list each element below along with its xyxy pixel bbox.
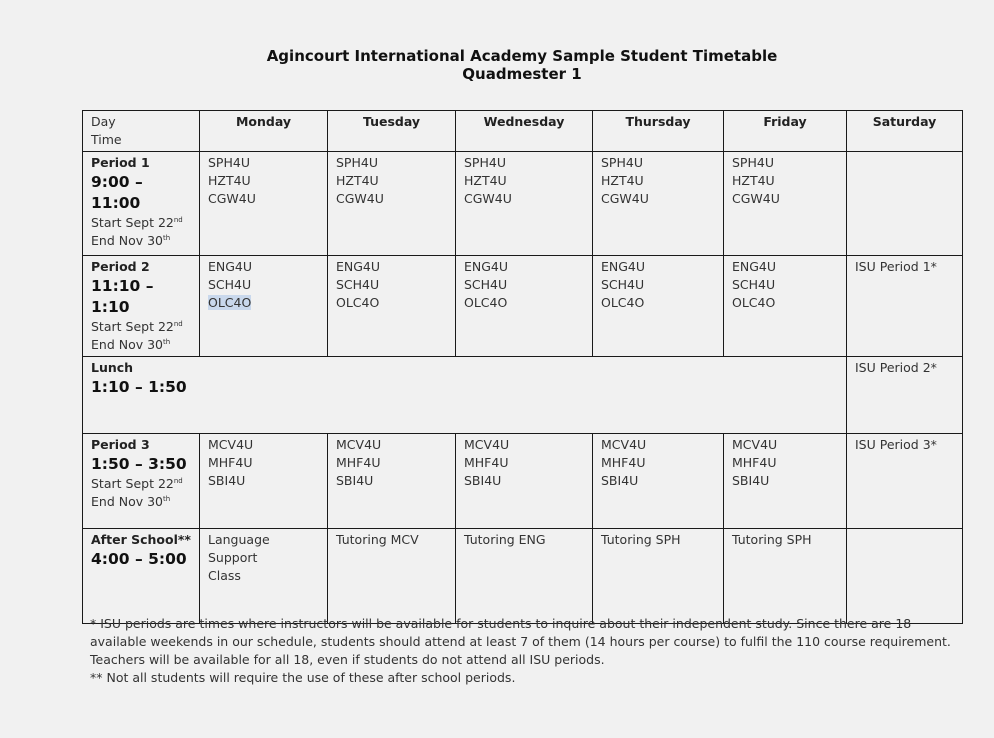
cell-saturday bbox=[847, 529, 963, 624]
course: MCV4U bbox=[208, 437, 254, 452]
title-line-2: Quadmester 1 bbox=[462, 65, 582, 83]
course: SPH4U bbox=[208, 155, 250, 170]
lunch-cell bbox=[83, 357, 847, 434]
course: SBI4U bbox=[464, 473, 502, 488]
row-period-3 bbox=[83, 434, 963, 529]
course: CGW4U bbox=[208, 191, 256, 206]
course: MCV4U bbox=[336, 437, 382, 452]
day-header-saturday: Saturday bbox=[847, 111, 963, 152]
cell-tuesday bbox=[328, 152, 456, 256]
period-label: After School** bbox=[91, 532, 191, 547]
course: SCH4U bbox=[464, 277, 508, 292]
day-header-tuesday: Tuesday bbox=[328, 111, 456, 152]
course: CGW4U bbox=[464, 191, 512, 206]
course: MHF4U bbox=[208, 455, 253, 470]
course bbox=[208, 294, 319, 312]
course: CGW4U bbox=[336, 191, 384, 206]
course: OLC4O bbox=[732, 295, 776, 310]
period-label-cell bbox=[83, 434, 200, 529]
cell-monday bbox=[200, 256, 328, 357]
corner-day-label: Day bbox=[91, 114, 116, 129]
cell-thursday bbox=[593, 152, 724, 256]
period-time: 1:50 – 3:50 bbox=[91, 455, 187, 473]
activity: Tutoring ENG bbox=[464, 532, 546, 547]
cell-wednesday bbox=[456, 256, 593, 357]
period-end: End Nov 30th bbox=[91, 494, 171, 509]
cell-thursday bbox=[593, 256, 724, 357]
cell-monday bbox=[200, 529, 328, 624]
period-start: Start Sept 22nd bbox=[91, 476, 183, 491]
cell-tuesday bbox=[328, 256, 456, 357]
activity: Tutoring SPH bbox=[601, 532, 681, 547]
title-line-1: Agincourt International Academy Sample Student Timetable bbox=[266, 47, 778, 65]
cell-saturday bbox=[847, 357, 963, 434]
timetable bbox=[82, 110, 963, 624]
course: HZT4U bbox=[601, 173, 644, 188]
cell-monday bbox=[200, 434, 328, 529]
selected-text[interactable]: OLC4O bbox=[208, 295, 252, 310]
isu-period: ISU Period 1* bbox=[855, 259, 937, 274]
course: MCV4U bbox=[601, 437, 647, 452]
course: HZT4U bbox=[208, 173, 251, 188]
cell-saturday bbox=[847, 256, 963, 357]
period-label-cell bbox=[83, 529, 200, 624]
day-header-wednesday: Wednesday bbox=[456, 111, 593, 152]
corner-cell bbox=[83, 111, 200, 152]
period-end: End Nov 30th bbox=[91, 233, 171, 248]
course: SCH4U bbox=[208, 277, 252, 292]
cell-wednesday bbox=[456, 152, 593, 256]
activity: Tutoring SPH bbox=[732, 532, 812, 547]
course: CGW4U bbox=[601, 191, 649, 206]
course: MHF4U bbox=[464, 455, 509, 470]
course: ENG4U bbox=[336, 259, 381, 274]
corner-time-label: Time bbox=[91, 132, 122, 147]
day-header-thursday: Thursday bbox=[593, 111, 724, 152]
course: SPH4U bbox=[336, 155, 378, 170]
course: SPH4U bbox=[601, 155, 643, 170]
course: SBI4U bbox=[208, 473, 246, 488]
period-label: Period 2 bbox=[91, 259, 150, 274]
footnotes bbox=[90, 615, 960, 687]
cell-thursday bbox=[593, 434, 724, 529]
row-after-school bbox=[83, 529, 963, 624]
course: OLC4O bbox=[336, 295, 380, 310]
cell-monday bbox=[200, 152, 328, 256]
period-time: 9:00 – 11:00 bbox=[91, 173, 143, 212]
period-time: 1:10 – 1:50 bbox=[91, 378, 187, 396]
day-header-monday: Monday bbox=[200, 111, 328, 152]
period-label: Lunch bbox=[91, 360, 134, 375]
course: HZT4U bbox=[336, 173, 379, 188]
course: ENG4U bbox=[208, 259, 253, 274]
cell-thursday bbox=[593, 529, 724, 624]
course: HZT4U bbox=[732, 173, 775, 188]
course: SCH4U bbox=[732, 277, 776, 292]
day-header-friday: Friday bbox=[724, 111, 847, 152]
cell-saturday bbox=[847, 152, 963, 256]
period-label-cell bbox=[83, 152, 200, 256]
after-school-footnote: ** Not all students will require the use of these after school periods. bbox=[90, 670, 516, 685]
activity: Class bbox=[208, 568, 241, 583]
period-label-cell bbox=[83, 256, 200, 357]
activity: Tutoring MCV bbox=[336, 532, 419, 547]
course: MHF4U bbox=[732, 455, 777, 470]
period-end: End Nov 30th bbox=[91, 337, 171, 352]
period-start: Start Sept 22nd bbox=[91, 319, 183, 334]
row-period-1 bbox=[83, 152, 963, 256]
period-time: 4:00 – 5:00 bbox=[91, 550, 187, 568]
header-row bbox=[83, 111, 963, 152]
period-label: Period 3 bbox=[91, 437, 150, 452]
course: SBI4U bbox=[336, 473, 374, 488]
course: MHF4U bbox=[336, 455, 381, 470]
course: SCH4U bbox=[336, 277, 380, 292]
course: OLC4O bbox=[464, 295, 508, 310]
course: SPH4U bbox=[732, 155, 774, 170]
isu-footnote: * ISU periods are times where instructors will be available for students to inquire about their independent study. Since there are 18 available weekends in our schedule, students should attend at least 7 of them (14 hours per course) to fulfil the 110 course requirement. Teachers will be available for all 18, even if students do not attend all ISU periods. bbox=[90, 616, 951, 667]
cell-friday bbox=[724, 529, 847, 624]
course: OLC4O bbox=[601, 295, 645, 310]
course: ENG4U bbox=[732, 259, 777, 274]
period-time: 11:10 – 1:10 bbox=[91, 277, 154, 316]
cell-wednesday bbox=[456, 434, 593, 529]
cell-saturday bbox=[847, 434, 963, 529]
row-period-2 bbox=[83, 256, 963, 357]
course: ENG4U bbox=[601, 259, 646, 274]
activity: Language Support bbox=[208, 532, 270, 565]
course: SBI4U bbox=[732, 473, 770, 488]
course: HZT4U bbox=[464, 173, 507, 188]
course: ENG4U bbox=[464, 259, 509, 274]
cell-friday bbox=[724, 256, 847, 357]
course: SBI4U bbox=[601, 473, 639, 488]
cell-tuesday bbox=[328, 434, 456, 529]
cell-wednesday bbox=[456, 529, 593, 624]
period-label: Period 1 bbox=[91, 155, 150, 170]
cell-tuesday bbox=[328, 529, 456, 624]
period-start: Start Sept 22nd bbox=[91, 215, 183, 230]
isu-period: ISU Period 2* bbox=[855, 360, 937, 375]
cell-friday bbox=[724, 152, 847, 256]
course: CGW4U bbox=[732, 191, 780, 206]
course: MHF4U bbox=[601, 455, 646, 470]
document-title bbox=[0, 47, 994, 83]
course: MCV4U bbox=[464, 437, 510, 452]
course: SCH4U bbox=[601, 277, 645, 292]
course: SPH4U bbox=[464, 155, 506, 170]
cell-friday bbox=[724, 434, 847, 529]
course: MCV4U bbox=[732, 437, 778, 452]
row-lunch bbox=[83, 357, 963, 434]
isu-period: ISU Period 3* bbox=[855, 437, 937, 452]
